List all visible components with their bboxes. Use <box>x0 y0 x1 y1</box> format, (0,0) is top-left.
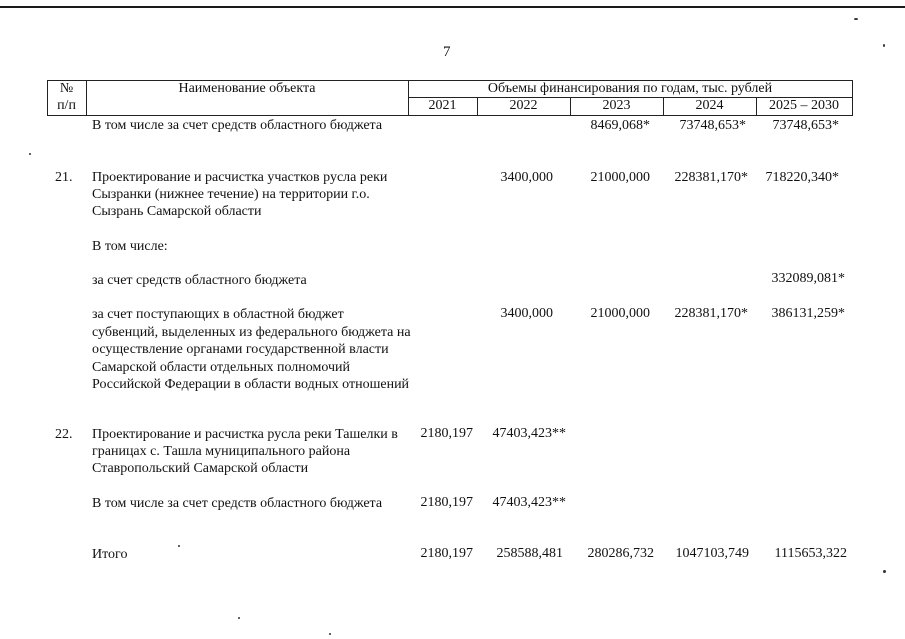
object-name: Итого <box>92 547 128 562</box>
value-2022: 3400,000 <box>500 170 553 185</box>
scan-speck <box>854 18 858 20</box>
header-bottom-rule <box>47 115 852 116</box>
value-2024: 228381,170* <box>674 170 748 185</box>
page-number: 7 <box>443 44 451 60</box>
object-name: В том числе: <box>92 239 168 254</box>
object-name: за счет средств областного бюджета <box>92 273 307 288</box>
header-number-label-1: № <box>59 81 74 96</box>
total-2024: 1047103,749 <box>675 546 749 561</box>
object-name: за счет поступающих в областной бюджет субвенций, выделенных из федерального бюджета на осуществление органами государственной власти Самарской области отдельных полномочий Российской Федерации в области водных отношений <box>92 307 411 392</box>
scan-speck <box>29 153 31 155</box>
header-year-2024: 2024 <box>695 98 724 113</box>
header-object-name: Наименование объекта <box>178 81 316 96</box>
scan-speck <box>329 633 331 635</box>
header-funding: Объемы финансирования по годам, тыс. рублей <box>487 81 773 96</box>
value-2022: 47403,423** <box>492 495 566 510</box>
value-2023: 8469,068* <box>590 118 650 133</box>
value-2022: 47403,423** <box>492 426 566 441</box>
row-number: 22. <box>55 427 73 442</box>
value-2025-2030: 332089,081* <box>771 271 845 286</box>
header-year-2023: 2023 <box>602 98 631 113</box>
value-2022: 3400,000 <box>500 306 553 321</box>
value-2025-2030: 386131,259* <box>771 306 845 321</box>
header-year-2022: 2022 <box>509 98 538 113</box>
object-name: В том числе за счет средств областного бюджета <box>92 118 383 133</box>
header-divider <box>852 80 853 116</box>
header-number-label-2: п/п <box>57 98 76 113</box>
scan-speck <box>238 617 240 619</box>
header-year-2025-2030: 2025 – 2030 <box>769 98 839 113</box>
value-2021: 2180,197 <box>420 426 473 441</box>
scan-speck <box>883 44 885 47</box>
header-year-2021: 2021 <box>428 98 457 113</box>
value-2024: 73748,653* <box>679 118 746 133</box>
value-2023: 21000,000 <box>590 306 650 321</box>
value-2024: 228381,170* <box>674 306 748 321</box>
value-2025-2030: 718220,340* <box>765 170 839 185</box>
total-2022: 258588,481 <box>496 546 563 561</box>
object-name: Проектирование и расчистка участков русла реки Сызранки (нижнее течение) на территории г.о. Сызрань Самарской области <box>92 170 388 219</box>
total-2025-2030: 1115653,322 <box>774 546 847 561</box>
scan-speck <box>883 570 886 573</box>
value-2025-2030: 73748,653* <box>772 118 839 133</box>
total-2023: 280286,732 <box>587 546 654 561</box>
value-2021: 2180,197 <box>420 495 473 510</box>
object-name: Проектирование и расчистка русла реки Ташелки в границах с. Ташла муниципального района Ставропольский Самарской области <box>92 427 398 476</box>
object-name: В том числе за счет средств областного бюджета <box>92 496 383 511</box>
total-2021: 2180,197 <box>420 546 473 561</box>
row-number: 21. <box>55 170 73 185</box>
top-border-line <box>0 6 905 8</box>
value-2023: 21000,000 <box>590 170 650 185</box>
scan-speck <box>178 545 180 547</box>
